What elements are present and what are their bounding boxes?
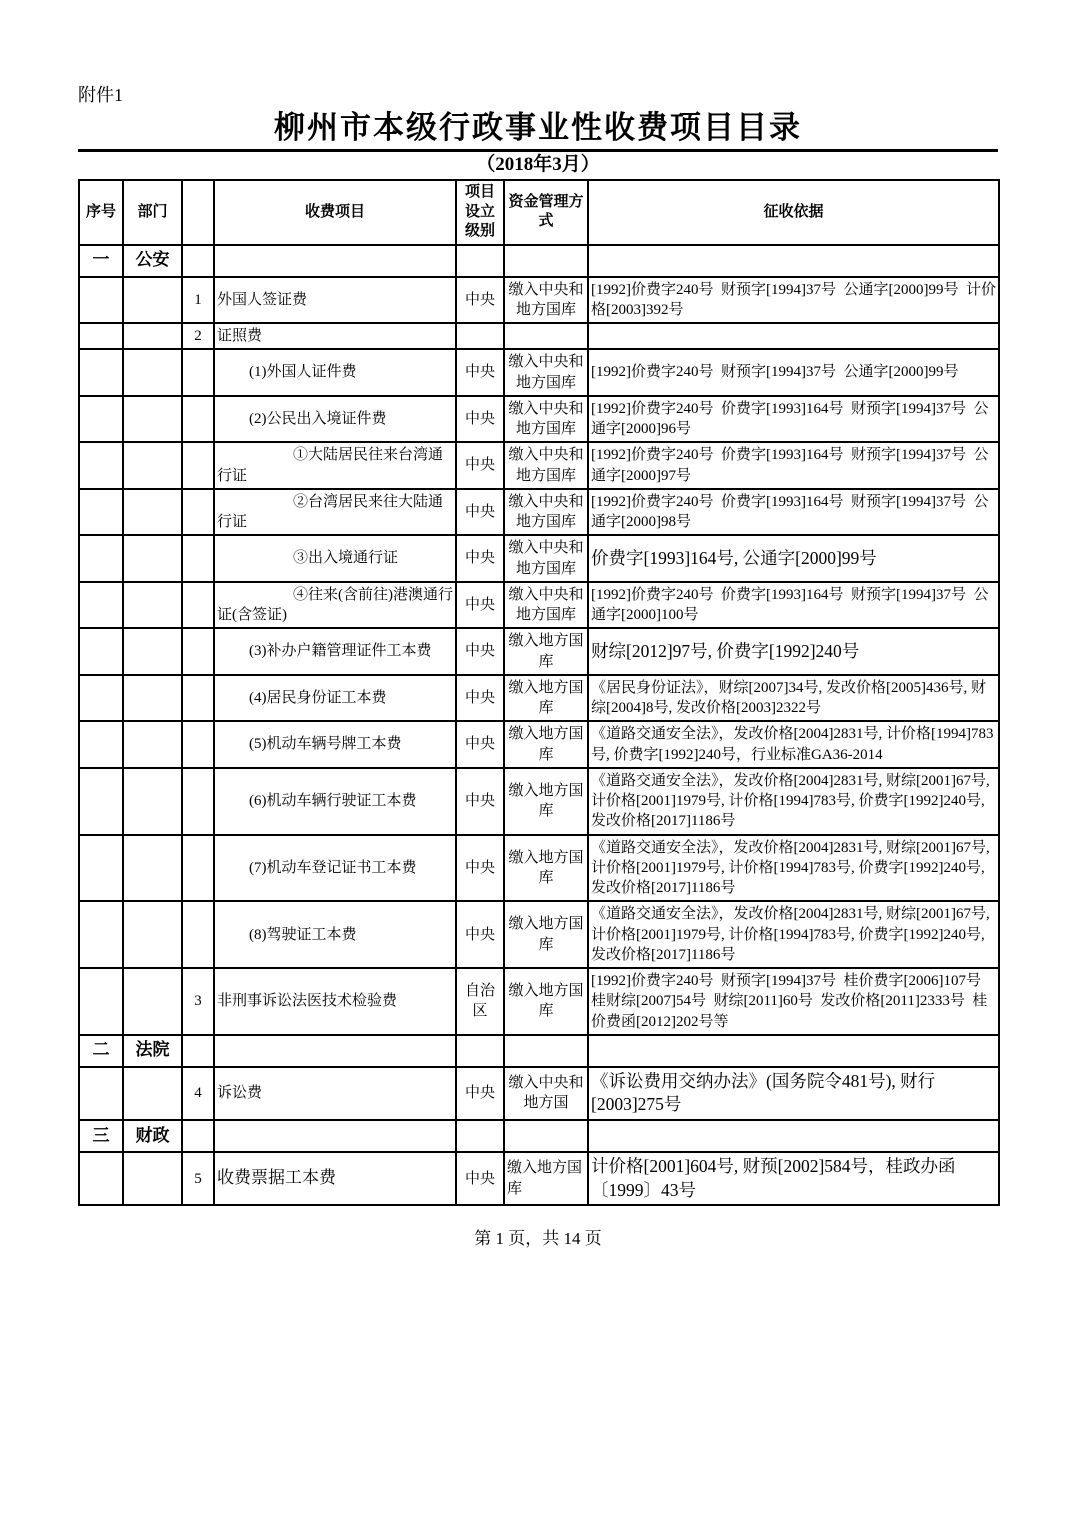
fee-row: [79, 349, 999, 396]
seq-cell: [79, 675, 123, 722]
fee-item-cell: 证照费: [214, 323, 456, 349]
dept-cell: [123, 901, 182, 968]
dept-cell: [123, 675, 182, 722]
section-row: [79, 245, 999, 277]
fee-item-cell: 外国人签证费: [214, 277, 456, 324]
item-num-cell: [182, 535, 214, 582]
item-num-cell: [182, 901, 214, 968]
seq-cell: [79, 628, 123, 675]
fee-row: [79, 721, 999, 768]
seq-cell: [79, 1152, 123, 1205]
level-cell: 中央: [456, 835, 504, 902]
level-cell: [456, 245, 504, 277]
fund-cell: 缴入中央和地方国库: [504, 582, 588, 629]
fee-item-cell: [214, 245, 456, 277]
item-num-cell: [182, 675, 214, 722]
basis-cell: 《道路交通安全法》，发改价格[2004]2831号, 计价格[1994]783号, 价费字[1992]240号，行业标准GA36-2014: [588, 721, 999, 768]
basis-cell: [1992]价费字240号 价费字[1993]164号 财预字[1994]37号 公通字[2000]100号: [588, 582, 999, 629]
level-cell: 中央: [456, 721, 504, 768]
seq-cell: [79, 901, 123, 968]
fee-catalog-table: [78, 179, 1000, 1206]
dept-cell: 公安: [123, 245, 182, 277]
seq-cell: 一: [79, 245, 123, 277]
seq-cell: [79, 1067, 123, 1120]
seq-cell: [79, 835, 123, 902]
dept-cell: [123, 535, 182, 582]
fee-item-cell: (8)驾驶证工本费: [214, 901, 456, 968]
fee-row: [79, 1067, 999, 1120]
level-cell: [456, 1120, 504, 1152]
section-row: [79, 1035, 999, 1067]
dept-cell: [123, 628, 182, 675]
fee-item-cell: (3)补办户籍管理证件工本费: [214, 628, 456, 675]
item-num-cell: 4: [182, 1067, 214, 1120]
col-header-num: [182, 180, 214, 245]
table-header-row: [79, 180, 999, 245]
seq-cell: [79, 442, 123, 489]
fee-row: [79, 442, 999, 489]
item-num-cell: [182, 349, 214, 396]
level-cell: 中央: [456, 1152, 504, 1205]
dept-cell: [123, 396, 182, 443]
fund-cell: 缴入中央和地方国库: [504, 442, 588, 489]
basis-cell: [1992]价费字240号 财预字[1994]37号 公通字[2000]99号: [588, 349, 999, 396]
level-cell: 中央: [456, 349, 504, 396]
dept-cell: [123, 721, 182, 768]
level-cell: 中央: [456, 1067, 504, 1120]
col-header-seq: 序号: [79, 180, 123, 245]
level-cell: 中央: [456, 675, 504, 722]
fee-item-cell: (6)机动车辆行驶证工本费: [214, 768, 456, 835]
fund-cell: 缴入地方国库: [504, 768, 588, 835]
fee-row: [79, 535, 999, 582]
fund-cell: 缴入地方国库: [504, 835, 588, 902]
col-header-level: 项目设立级别: [456, 180, 504, 245]
level-cell: 中央: [456, 628, 504, 675]
fee-item-cell: 收费票据工本费: [214, 1152, 456, 1205]
basis-cell: [1992]价费字240号 价费字[1993]164号 财预字[1994]37号 公通字[2000]97号: [588, 442, 999, 489]
fee-row: [79, 582, 999, 629]
fee-item-cell: 非刑事诉讼法医技术检验费: [214, 968, 456, 1035]
fee-table-body: [79, 245, 999, 1206]
seq-cell: [79, 721, 123, 768]
fund-cell: 缴入中央和地方国库: [504, 396, 588, 443]
attachment-label: 附件1: [78, 85, 123, 105]
item-num-cell: [182, 1035, 214, 1067]
basis-cell: 《诉讼费用交纳办法》(国务院令481号), 财行[2003]275号: [588, 1067, 999, 1120]
item-num-cell: [182, 489, 214, 536]
fee-row: [79, 277, 999, 324]
dept-cell: 法院: [123, 1035, 182, 1067]
page-number-footer: 第 1 页，共 14 页: [474, 1229, 602, 1249]
dept-cell: [123, 489, 182, 536]
dept-cell: [123, 1152, 182, 1205]
item-num-cell: [182, 582, 214, 629]
basis-cell: 价费字[1993]164号, 公通字[2000]99号: [588, 535, 999, 582]
fee-item-cell: (7)机动车登记证书工本费: [214, 835, 456, 902]
fee-row: [79, 1152, 999, 1205]
fund-cell: [504, 245, 588, 277]
dept-cell: [123, 582, 182, 629]
fee-row: [79, 675, 999, 722]
basis-cell: 计价格[2001]604号, 财预[2002]584号，桂政办函〔1999〕43号: [588, 1152, 999, 1205]
item-num-cell: 3: [182, 968, 214, 1035]
item-num-cell: [182, 628, 214, 675]
fee-item-cell: 诉讼费: [214, 1067, 456, 1120]
fund-cell: 缴入地方国库: [504, 1152, 588, 1205]
item-num-cell: 2: [182, 323, 214, 349]
fund-cell: 缴入地方国库: [504, 721, 588, 768]
level-cell: 中央: [456, 396, 504, 443]
fee-item-cell: (4)居民身份证工本费: [214, 675, 456, 722]
fee-item-cell: (2)公民出入境证件费: [214, 396, 456, 443]
page-title: 柳州市本级行政事业性收费项目目录: [274, 110, 802, 145]
fee-item-cell: ①大陆居民往来台湾通行证: [214, 442, 456, 489]
basis-cell: [1992]价费字240号 价费字[1993]164号 财预字[1994]37号 公通字[2000]96号: [588, 396, 999, 443]
item-num-cell: 5: [182, 1152, 214, 1205]
item-num-cell: [182, 768, 214, 835]
level-cell: 中央: [456, 768, 504, 835]
basis-cell: 《道路交通安全法》，发改价格[2004]2831号, 财综[2001]67号, 计价格[2001]1979号, 计价格[1994]783号, 价费字[1992]240号, 发改价格[2017]1186号: [588, 768, 999, 835]
item-num-cell: [182, 442, 214, 489]
level-cell: 中央: [456, 901, 504, 968]
fee-item-cell: (5)机动车辆号牌工本费: [214, 721, 456, 768]
seq-cell: 三: [79, 1120, 123, 1152]
fee-row: [79, 489, 999, 536]
seq-cell: [79, 582, 123, 629]
basis-cell: 财综[2012]97号, 价费字[1992]240号: [588, 628, 999, 675]
fund-cell: 缴入中央和地方国库: [504, 349, 588, 396]
fee-item-cell: ④往来(含前往)港澳通行证(含签证): [214, 582, 456, 629]
fund-cell: 缴入地方国库: [504, 901, 588, 968]
seq-cell: [79, 277, 123, 324]
col-header-basis: 征收依据: [588, 180, 999, 245]
col-header-fund: 资金管理方式: [504, 180, 588, 245]
fund-cell: [504, 323, 588, 349]
fund-cell: 缴入中央和地方国库: [504, 535, 588, 582]
item-num-cell: 1: [182, 277, 214, 324]
basis-cell: [588, 323, 999, 349]
seq-cell: [79, 349, 123, 396]
basis-cell: [588, 245, 999, 277]
level-cell: 自治区: [456, 968, 504, 1035]
seq-cell: [79, 489, 123, 536]
basis-cell: 《道路交通安全法》，发改价格[2004]2831号, 财综[2001]67号, 计价格[2001]1979号, 计价格[1994]783号, 价费字[1992]240号, 发改价格[2017]1186号: [588, 835, 999, 902]
item-num-cell: [182, 245, 214, 277]
seq-cell: [79, 968, 123, 1035]
seq-cell: [79, 323, 123, 349]
basis-cell: [588, 1035, 999, 1067]
col-header-dept: 部门: [123, 180, 182, 245]
level-cell: [456, 323, 504, 349]
seq-cell: [79, 768, 123, 835]
dept-cell: [123, 349, 182, 396]
fund-cell: [504, 1035, 588, 1067]
dept-cell: 财政: [123, 1120, 182, 1152]
dept-cell: [123, 835, 182, 902]
fee-row: [79, 396, 999, 443]
level-cell: [456, 1035, 504, 1067]
fee-item-cell: ②台湾居民来往大陆通行证: [214, 489, 456, 536]
seq-cell: [79, 396, 123, 443]
dept-cell: [123, 968, 182, 1035]
fund-cell: 缴入地方国库: [504, 675, 588, 722]
level-cell: 中央: [456, 535, 504, 582]
fund-cell: 缴入中央和地方国库: [504, 489, 588, 536]
level-cell: 中央: [456, 277, 504, 324]
basis-cell: [1992]价费字240号 价费字[1993]164号 财预字[1994]37号 公通字[2000]98号: [588, 489, 999, 536]
basis-cell: 《道路交通安全法》，发改价格[2004]2831号, 财综[2001]67号, 计价格[2001]1979号, 计价格[1994]783号, 价费字[1992]240号, 发改价格[2017]1186号: [588, 901, 999, 968]
fund-cell: [504, 1120, 588, 1152]
fee-item-cell: (1)外国人证件费: [214, 349, 456, 396]
fee-row: [79, 323, 999, 349]
seq-cell: 二: [79, 1035, 123, 1067]
level-cell: 中央: [456, 442, 504, 489]
seq-cell: [79, 535, 123, 582]
col-header-item: 收费项目: [214, 180, 456, 245]
basis-cell: 《居民身份证法》，财综[2007]34号, 发改价格[2005]436号, 财综[2004]8号, 发改价格[2003]2322号: [588, 675, 999, 722]
fee-row: [79, 628, 999, 675]
fund-cell: 缴入中央和地方国库: [504, 277, 588, 324]
fee-row: [79, 768, 999, 835]
level-cell: 中央: [456, 582, 504, 629]
item-num-cell: [182, 721, 214, 768]
fee-row: [79, 835, 999, 902]
fee-item-cell: [214, 1035, 456, 1067]
fee-row: [79, 901, 999, 968]
fund-cell: 缴入地方国库: [504, 628, 588, 675]
section-row: [79, 1120, 999, 1152]
fee-item-cell: [214, 1120, 456, 1152]
basis-cell: [588, 1120, 999, 1152]
dept-cell: [123, 323, 182, 349]
fee-row: [79, 968, 999, 1035]
dept-cell: [123, 1067, 182, 1120]
fee-item-cell: ③出入境通行证: [214, 535, 456, 582]
page-subtitle: （2018年3月）: [476, 154, 600, 175]
item-num-cell: [182, 835, 214, 902]
item-num-cell: [182, 396, 214, 443]
dept-cell: [123, 768, 182, 835]
fund-cell: 缴入地方国库: [504, 968, 588, 1035]
basis-cell: [1992]价费字240号 财预字[1994]37号 桂价费字[2006]107号 桂财综[2007]54号 财综[2011]60号 发改价格[2011]2333号 桂价费函[2012]202号等: [588, 968, 999, 1035]
item-num-cell: [182, 1120, 214, 1152]
dept-cell: [123, 442, 182, 489]
level-cell: 中央: [456, 489, 504, 536]
dept-cell: [123, 277, 182, 324]
basis-cell: [1992]价费字240号 财预字[1994]37号 公通字[2000]99号 计价格[2003]392号: [588, 277, 999, 324]
fund-cell: 缴入中央和地方国: [504, 1067, 588, 1120]
